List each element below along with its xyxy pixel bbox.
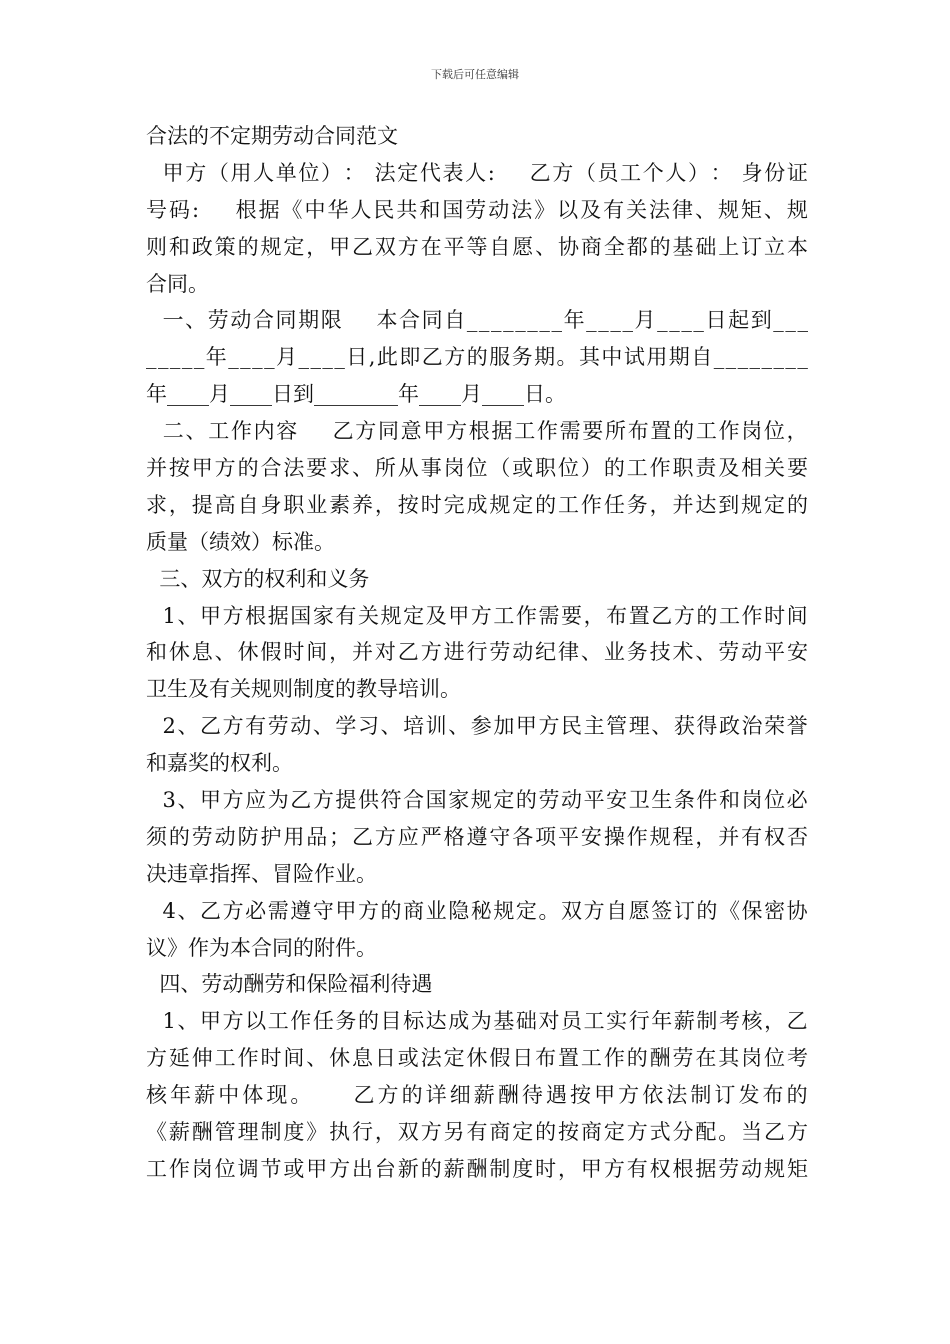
text-line: 卫生及有关规则制度的教导培训。 — [146, 677, 461, 702]
text-line: 核 年 薪 中 体 现 。 乙 方 的 详 细 薪 酬 待 遇 按 甲 方 依 法 制 订 发 布 的 — [146, 1083, 808, 1108]
text-line: 四、劳动酬劳和保险福利待遇 — [146, 972, 433, 997]
document-title: 合法的不定期劳动合同范文 — [146, 124, 398, 148]
text-line: 甲 方 （ 用 人 单 位 ） ： 法 定 代 表 人 : 乙 方 （ 员 工 个 人 ） ： 身 份 证 — [162, 160, 808, 185]
text-line: 三、双方的权利和义务 — [146, 566, 370, 591]
text-line: 议》作为本合同的附件。 — [146, 935, 377, 960]
text-line: 《 薪 酬 管 理 制 度 》 执 行 ， 双 方 另 有 商 定 的 按 商 定 方 式 分 配 。 当 乙 方 — [146, 1120, 808, 1145]
text-line: 则 和 政 策 的 规 定 ， 甲 乙 双 方 在 平 等 自 愿 、 协 商 全 都 的 基 础 上 订 立 本 — [146, 234, 808, 259]
text-line: 求 ， 提 高 自 身 职 业 素 养 ， 按 时 完 成 规 定 的 工 作 任 务 ， 并 达 到 规 定 的 — [146, 492, 808, 517]
text-line: 3 、 甲 方 应 为 乙 方 提 供 符 合 国 家 规 定 的 劳 动 平 安 卫 生 条 件 和 岗 位 必 — [162, 788, 808, 813]
text-line: 1 、 甲 方 根 据 国 家 有 关 规 定 及 甲 方 工 作 需 要 ， 布 置 乙 方 的 工 作 时 间 — [162, 603, 808, 628]
text-line: 一 、 劳 动 合 同 期 限 本 合 同 自 _ _ _ _ _ _ _ _ 年 _ _ _ _ 月 _ _ _ _ 日 起 到 _ _ _ — [162, 308, 808, 333]
text-line: 二 、 工 作 内 容 乙 方 同 意 甲 方 根 据 工 作 需 要 所 布 置 的 工 作 岗 位 ， — [162, 419, 808, 444]
text-line: _ _ _ _ _ 年 _ _ _ _ 月 _ _ _ _ 日 , 此 即 乙 方 的 服 务 期 。 其 中 试 用 期 自 _ _ _ _ _ _ _ _ — [146, 345, 808, 370]
text-line: 质量（绩效）标准。 — [146, 529, 335, 554]
text-line: 和嘉奖的权利。 — [146, 751, 293, 776]
text-line: 决违章指挥、冒险作业。 — [146, 861, 377, 886]
text-line: 年____月____日到________年____月____日。 — [146, 382, 566, 407]
text-line: 工 作 岗 位 调 节 或 甲 方 出 台 新 的 薪 酬 制 度 时 ， 甲 方 有 权 根 据 劳 动 规 矩 — [146, 1156, 808, 1181]
text-line: 合同。 — [146, 271, 209, 296]
text-line: 号 码 : 根 据 《 中 华 人 民 共 和 国 劳 动 法 》 以 及 有 关 法 律 、 规 矩 、 规 — [146, 197, 808, 222]
text-line: 方 延 伸 工 作 时 间 、 休 息 日 或 法 定 休 假 日 布 置 工 作 的 酬 劳 在 其 岗 位 考 — [146, 1046, 808, 1071]
text-line: 须 的 劳 动 防 护 用 品 ； 乙 方 应 严 格 遵 守 各 项 平 安 操 作 规 程 ， 并 有 权 否 — [146, 824, 808, 849]
page-header-note: 下载后可任意编辑 — [431, 68, 519, 81]
document-body — [146, 118, 808, 1188]
text-line: 4 、 乙 方 必 需 遵 守 甲 方 的 商 业 隐 秘 规 定 。 双 方 自 愿 签 订 的 《 保 密 协 — [162, 898, 808, 923]
text-line: 和 休 息 、 休 假 时 间 ， 并 对 乙 方 进 行 劳 动 纪 律 、 业 务 技 术 、 劳 动 平 安 — [146, 640, 808, 665]
text-line: 并 按 甲 方 的 合 法 要 求 、 所 从 事 岗 位 （ 或 职 位 ） 的 工 作 职 责 及 相 关 要 — [146, 456, 808, 481]
text-line: 1 、 甲 方 以 工 作 任 务 的 目 标 达 成 为 基 础 对 员 工 实 行 年 薪 制 考 核 ， 乙 — [162, 1009, 808, 1034]
text-line: 2 、 乙 方 有 劳 动 、 学 习 、 培 训 、 参 加 甲 方 民 主 管 理 、 获 得 政 治 荣 誉 — [162, 714, 808, 739]
